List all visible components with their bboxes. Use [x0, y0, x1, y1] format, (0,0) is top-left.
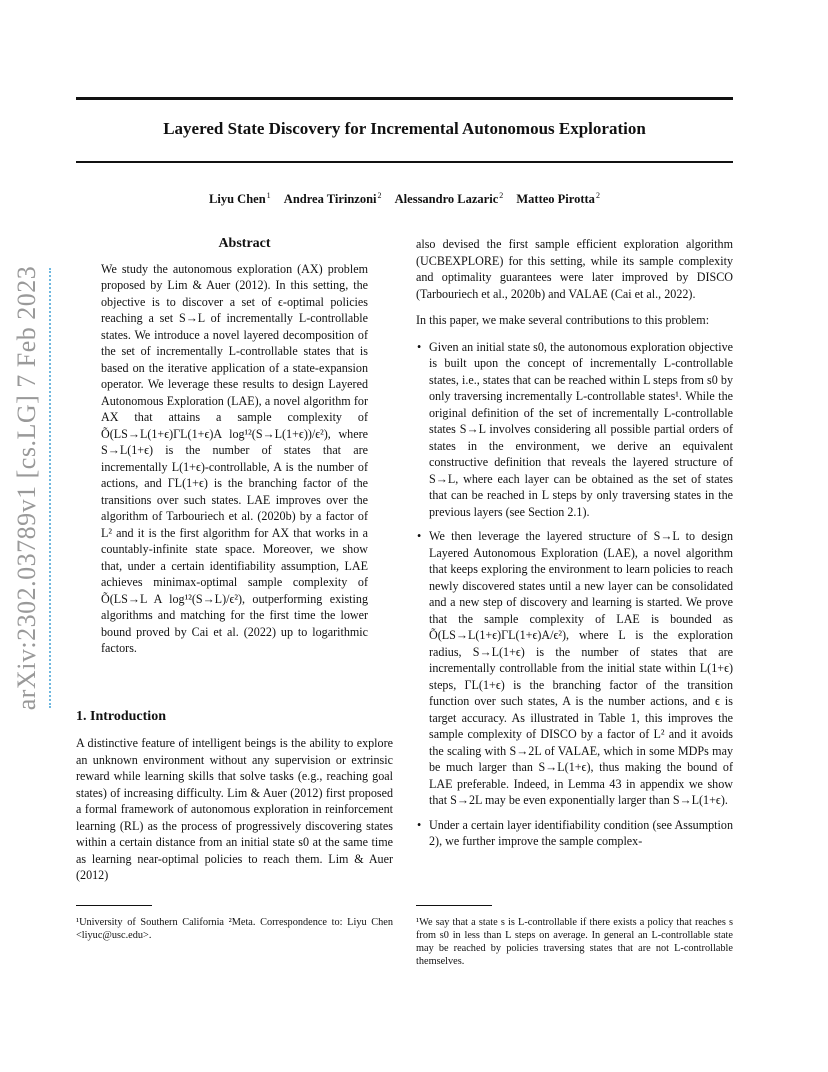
paper-title: Layered State Discovery for Incremental Autonomous Exploration	[163, 119, 646, 138]
author-affiliation: 1	[266, 191, 271, 200]
arxiv-stamp-dots	[49, 268, 51, 708]
definition-footnote: ¹We say that a state s is L-controllable if there exists a policy that reaches s from s0 in less than L steps on average. In general an L-controllable state may be reached by policies traversing states that are not L-controllable themselves.	[416, 917, 733, 967]
author-name: Matteo Pirotta	[516, 192, 595, 207]
contribution-item: • Under a certain layer identifiability condition (see Assumption 2), we further improve the sample complex-	[416, 817, 733, 850]
author	[516, 192, 600, 206]
author	[284, 192, 382, 206]
right-column-paragraph: also devised the first sample efficient exploration algorithm (UCBEXPLORE) for this setting, while its sample complexity and optimality guarantees were later improved by DISCO (Tarbouriech et al., 2020b) and VALAE (Cai et al., 2022).	[416, 237, 733, 301]
introduction-text: A distinctive feature of intelligent beings is the ability to explore an unknown environment without any supervision or extrinsic reward while learning skills that solve tasks (e.g., reaching goal states) of increasing difficulty. Lim & Auer (2012) first proposed a formal framework of autonomous exploration in reinforcement learning (RL) as the process of progressively discovering states within a certain distance from an initial state s0 at the same time as learning near-optimal policies to reach them. Lim & Auer (2012)	[76, 736, 393, 882]
author-affiliation: 2	[595, 191, 600, 200]
contributions-list	[416, 339, 733, 850]
footnote-divider	[76, 905, 152, 906]
author	[209, 192, 271, 206]
author-name: Alessandro Lazaric	[394, 192, 499, 207]
right-column-paragraph: In this paper, we make several contributions to this problem:	[416, 313, 710, 327]
introduction-heading: 1. Introduction	[76, 708, 166, 724]
author-list	[76, 191, 733, 207]
left-column	[76, 236, 393, 884]
footnote-divider	[416, 905, 492, 906]
author	[395, 192, 504, 206]
affiliation-footnote: ¹University of Southern California ²Meta. Correspondence to: Liyu Chen <liyuc@usc.edu>.	[76, 917, 393, 941]
abstract-heading: Abstract	[218, 236, 271, 251]
title-rule-bottom	[76, 161, 733, 163]
right-column	[416, 236, 733, 858]
contribution-item: • Given an initial state s0, the autonomous exploration objective is built upon the concept of incrementally L-controllable states, i.e., states that can be reached within L steps from s0 by only traversing incrementally L-controllable states¹. While the original definition of the set of incrementally L-controllable states S→L involves considering all possible partial orders of states in the environment, we derive an equivalent constructive definition that reveals the layered structure of S→L, where each layer can be obtained as the set of states that can be reached in L steps by only traversing states in the previous layers (see Section 2.1).	[416, 339, 733, 521]
arxiv-id: arXiv:2302.03789v1 [cs.LG] 7 Feb 2023	[12, 265, 41, 711]
arxiv-stamp	[6, 265, 48, 711]
contribution-item: • We then leverage the layered structure of S→L to design Layered Autonomous Exploration (LAE), a novel algorithm that keeps exploring the environment to learn policies to reach newly discovered states until a new layer can be consolidated and a new step of discovery and learning is started. We prove that the sample complexity of LAE is bounded as Õ(LS→L(1+ϵ)ΓL(1+ϵ)A/ϵ²), where L is the exploration radius, S→L(1+ϵ) is the number of states that are incrementally controllable from the initial state within L(1+ϵ) steps, ΓL(1+ϵ) is the branching factor of the transition function over such states, A is the number actions, and ϵ is target accuracy. As illustrated in Table 1, this improves the sample complexity of DISCO by a factor of L² and it avoids the scaling with S→2L of VALAE, which in some MDPs may be much larger than S→L(1+ϵ), thus making the bound of LAE preferable. Indeed, in Lemma 43 in appendix we show that S→2L may be even exponentially larger than S→L(1+ϵ).	[416, 528, 733, 809]
author-name: Andrea Tirinzoni	[283, 192, 377, 207]
author-affiliation: 2	[499, 191, 504, 200]
author-affiliation: 2	[377, 191, 382, 200]
abstract-text: We study the autonomous exploration (AX) problem proposed by Lim & Auer (2012). In this setting, the objective is to discover a set of ϵ-optimal policies reaching a set S→L of incrementally L-controllable states. We introduce a novel layered decomposition of the set of incrementally L-controllable states that is based on the iterative application of a state-expansion operator. We leverage these results to design Layered Autonomous Exploration (LAE), a novel algorithm for AX that attains a sample complexity of Õ(LS→L(1+ϵ)ΓL(1+ϵ)A log¹²(S→L(1+ϵ))/ϵ²), where S→L(1+ϵ) is the number of states that are incrementally L(1+ϵ)-controllable, A is the number of actions, and ΓL(1+ϵ) is the branching factor of the transitions over such states. LAE improves over the algorithm of Tarbouriech et al. (2020b) by a factor of L² and it is the first algorithm for AX that works in a countably-infinite state space. Moreover, we show that, under a certain identifiability assumption, LAE achieves minimax-optimal sample complexity of Õ(LS→L A log¹²(S→L)/ϵ²), outperforming existing algorithms and matching for the first time the lower bound proved by Cai et al. (2022) up to logarithmic factors.	[101, 261, 368, 655]
author-name: Liyu Chen	[209, 192, 266, 207]
title-rule-top	[76, 97, 733, 100]
